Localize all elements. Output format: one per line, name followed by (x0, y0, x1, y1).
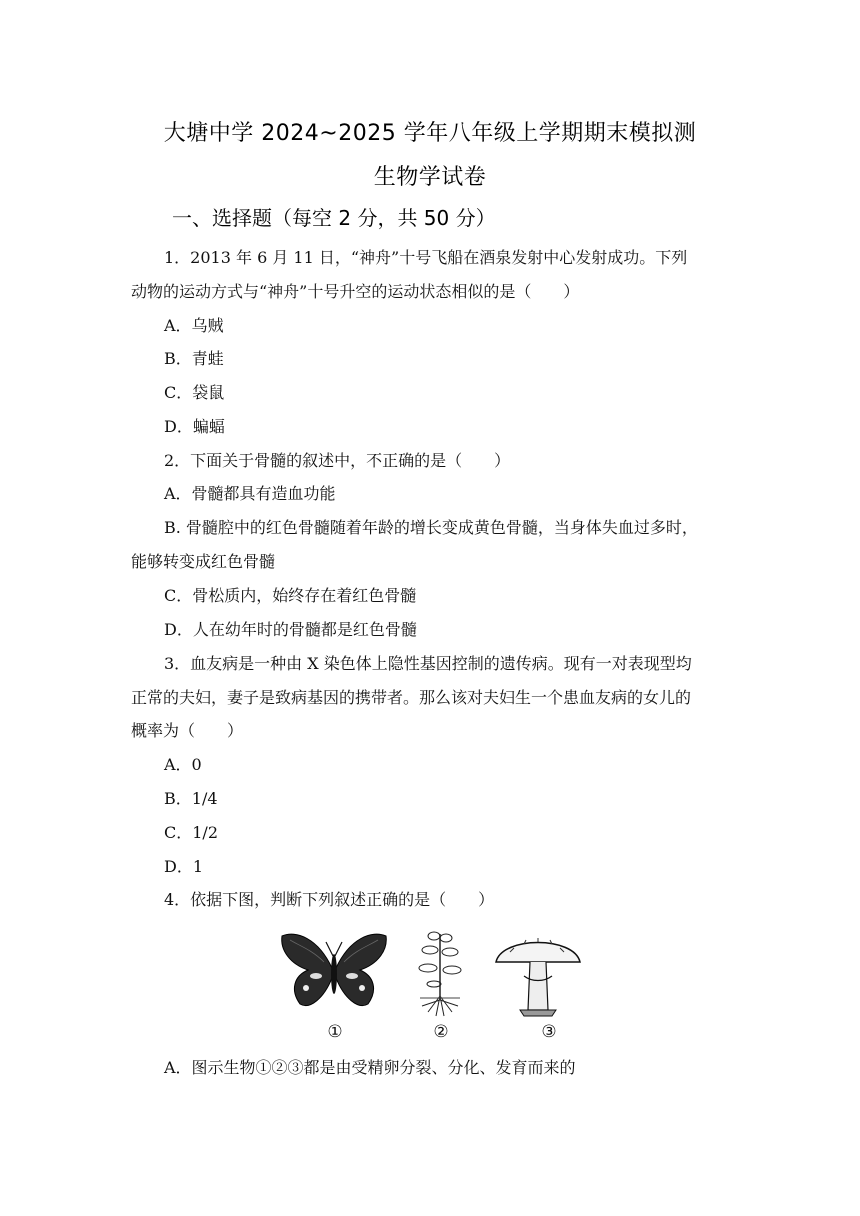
question-2-line-1: 2．下面关于骨髓的叙述中，不正确的是（ ） (164, 451, 511, 470)
question-1-option-c: C．袋鼠 (164, 383, 225, 402)
question-1-option-b: B．青蛙 (164, 349, 224, 368)
butterfly-icon (278, 928, 390, 1016)
question-1-option-a: A．乌贼 (164, 316, 224, 335)
question-2-option-b-cont: 能够转变成红色骨髓 (131, 552, 276, 571)
figure-label-2: ② (433, 1022, 449, 1042)
question-2-option-d: D．人在幼年时的骨髓都是红色骨髓 (164, 620, 417, 639)
exam-title-line2: 生物学试卷 (373, 165, 487, 190)
question-2-option-a: A．骨髓都具有造血功能 (164, 484, 336, 503)
organism-figure (278, 924, 590, 1046)
question-2-option-c: C．骨松质内，始终存在着红色骨髓 (164, 586, 417, 605)
exam-title-line1: 大塘中学 2024~2025 学年八年级上学期期末模拟测 (163, 121, 697, 146)
figure-label-1: ① (327, 1022, 343, 1042)
question-4-option-a: A．图示生物①②③都是由受精卵分裂、分化、发育而来的 (164, 1058, 576, 1077)
section-heading: 一、选择题（每空 2 分，共 50 分） (172, 206, 496, 230)
question-1-line-2: 动物的运动方式与“神舟”十号升空的运动状态相似的是（ ） (131, 282, 580, 301)
question-3-option-d: D．1 (164, 857, 204, 876)
question-2-option-b: B. 骨髓腔中的红色骨髓随着年龄的增长变成黄色骨髓，当身体失血过多时， (164, 518, 698, 537)
question-1-option-d: D．蝙蝠 (164, 417, 225, 436)
question-3-option-a: A．0 (164, 755, 202, 774)
question-3-line-1: 3．血友病是一种由 X 染色体上隐性基因控制的遗传病。现有一对表现型均 (164, 654, 692, 673)
question-1-line-1: 1．2013 年 6 月 11 日，“神舟”十号飞船在酒泉发射中心发射成功。下列 (164, 248, 688, 267)
question-3-line-2: 正常的夫妇，妻子是致病基因的携带者。那么该对夫妇生一个患血友病的女儿的 (131, 688, 692, 707)
mushroom-icon (492, 924, 584, 1020)
plant-seedling-icon (416, 924, 464, 1022)
question-3-line-3: 概率为（ ） (131, 721, 244, 740)
figure-label-3: ③ (541, 1022, 557, 1042)
question-3-option-c: C．1/2 (164, 823, 218, 842)
question-4-line-1: 4．依据下图，判断下列叙述正确的是（ ） (164, 890, 495, 909)
question-3-option-b: B．1/4 (164, 789, 218, 808)
